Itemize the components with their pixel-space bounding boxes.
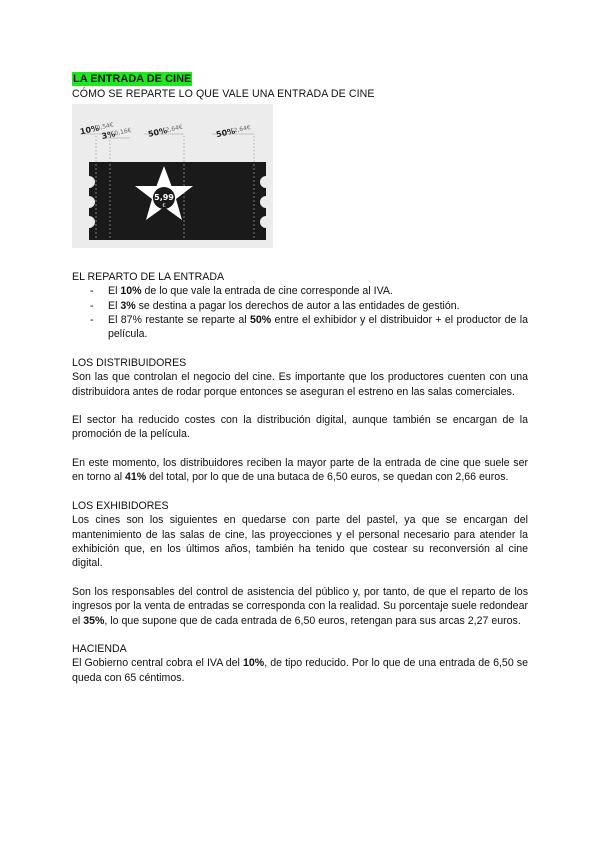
exhibidores-paragraph-1: Los cines son los siguientes en quedarse con parte del pastel, ya que se encargan del mantenimiento de las salas de cine, las proyecciones y el personal necesario para atender la exhibición que, en los últimos años, también ha tenido que costear su reconversión al cine digital. [72,514,528,570]
document-title: LA ENTRADA DE CINE [73,73,192,85]
list-item: - El 3% se destina a pagar los derechos de autor a las entidades de gestión. [72,299,528,313]
hacienda-paragraph-1: El Gobierno central cobra el IVA del 10%, de tipo reducido. Por lo que de una entrada de 6,50 se queda con 65 céntimos. [72,657,528,684]
ticket-figure [72,104,273,248]
label-amt-exhib: 2,64€ [165,123,184,134]
exhibidores-paragraph-2: Son los responsables del control de asistencia del público y, por tanto, de que el reparto de los ingresos por la venta de entradas se corresponda con la realidad. Su porcentaje suele redondear el 35%, lo que supone que de cada entrada de 6,50 euros, retengan para sus arcas 2,27 euros. [72,585,528,627]
distribuidores-paragraph-3: En este momento, los distribuidores reciben la mayor parte de la entrada de cine que suele ser en torno al 41% del total, por lo que de una butaca de 6,50 euros, se quedan con 2,66 euros. [72,456,528,484]
document-subtitle: CÓMO SE REPARTE LO QUE VALE UNA ENTRADA DE CINE [72,88,375,101]
label-pct-dist: 50% [215,126,236,140]
price-value: 5,99 [154,192,174,202]
label-amt-autor: 0,16€ [113,126,133,138]
reparto-list [72,284,528,342]
document-page [72,72,528,685]
list-item: - El 10% de lo que vale la entrada de cine corresponde al IVA. [72,284,528,298]
label-pct-iva: 10% [79,123,100,137]
label-amt-iva: 0,54€ [96,121,115,132]
reparto-heading: EL REPARTO DE LA ENTRADA [72,270,225,283]
distribuidores-paragraph-2: El sector ha reducido costes con la distribución digital, aunque también se encargan de la promoción de la película. [72,414,528,441]
list-item: - El 87% restante se reparte al 50% entre el exhibidor y el distribuidor + el productor de la película. [72,313,528,342]
ticket-illustration [72,104,273,248]
distribuidores-paragraph-1: Son las que controlan el negocio del cine. Es importante que los productores cuenten con una distribuidora antes de rodar porque entonces se aseguran el estreno en las salas comerciales. [72,371,528,398]
label-pct-autor: 3% [100,129,117,141]
hacienda-heading: HACIENDA [72,642,127,655]
ticket-shape [89,162,266,240]
label-amt-dist: 2,64€ [233,123,252,135]
label-pct-exhib: 50% [147,125,168,139]
price-currency: € [162,202,166,209]
exhibidores-heading: LOS EXHIBIDORES [72,499,169,512]
distribuidores-heading: LOS DISTRIBUIDORES [72,356,187,369]
